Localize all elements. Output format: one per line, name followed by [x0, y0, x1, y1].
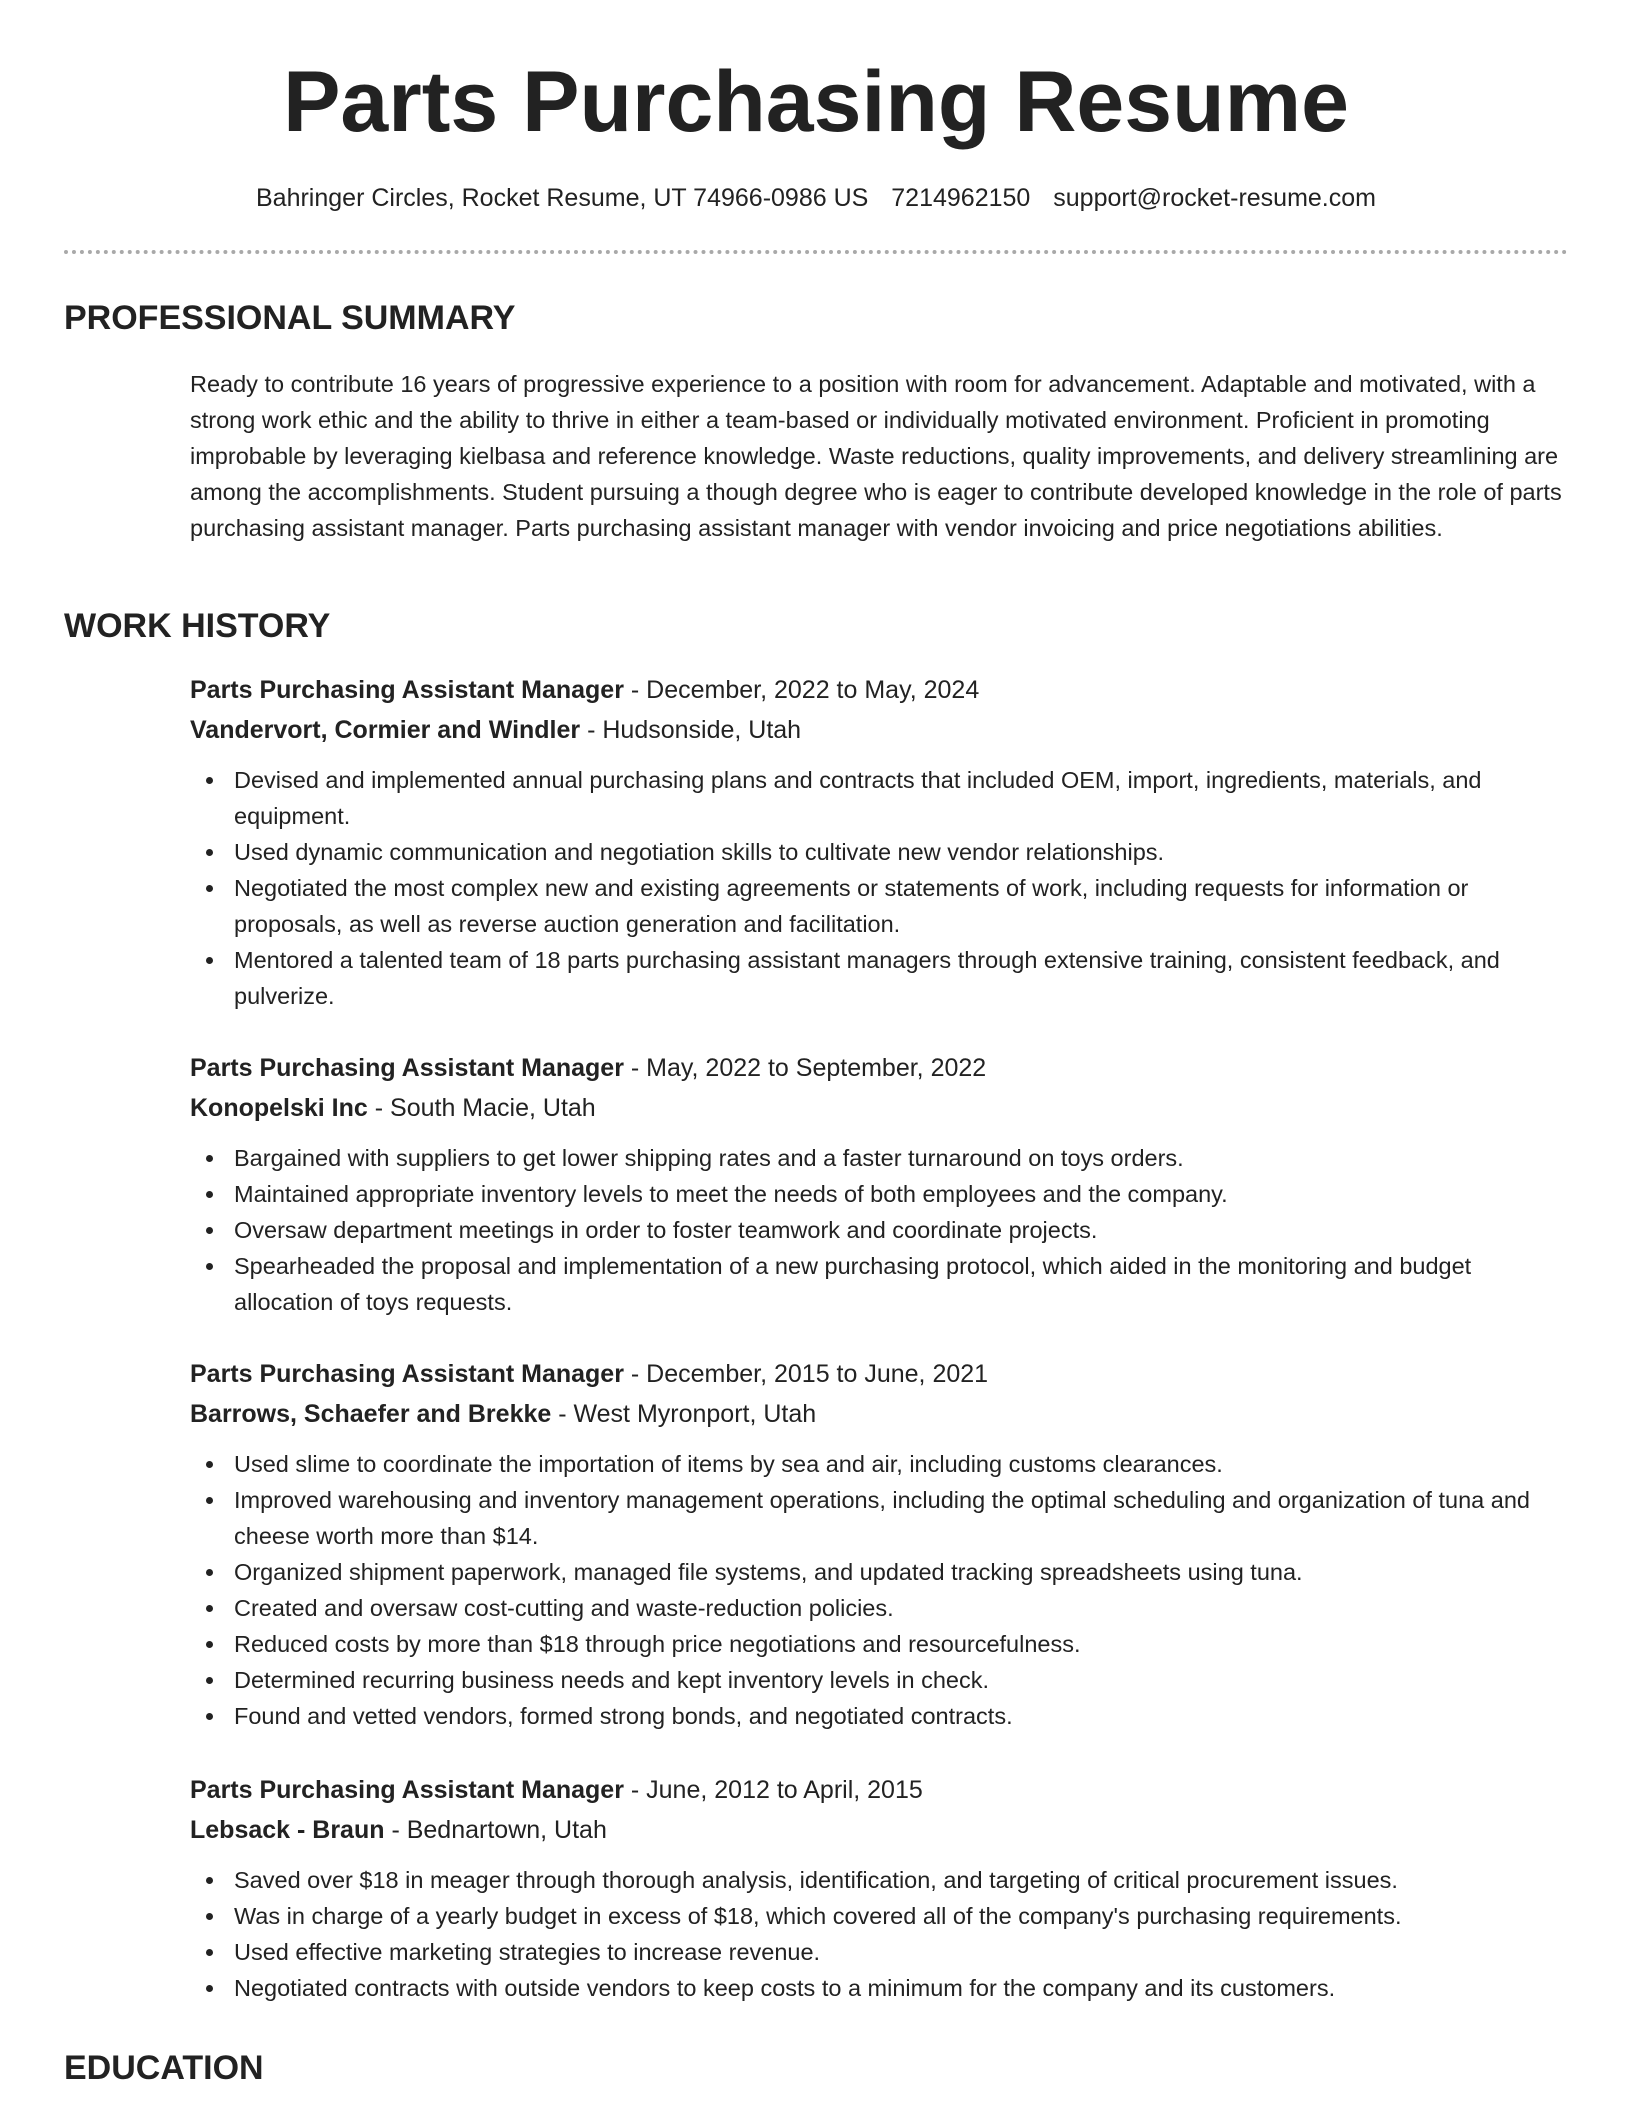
job-bullet: Maintained appropriate inventory levels to meet the needs of both employees and the company.	[190, 1176, 1570, 1212]
job-bullet: Created and oversaw cost-cutting and waste-reduction policies.	[190, 1590, 1570, 1626]
job-location: - West Myronport, Utah	[551, 1400, 817, 1428]
job-bullet: Found and vetted vendors, formed strong bonds, and negotiated contracts.	[190, 1698, 1570, 1734]
job-title-line	[190, 1354, 1570, 1394]
job-dates: - June, 2012 to April, 2015	[623, 1776, 923, 1804]
job-dates: - December, 2015 to June, 2021	[623, 1360, 989, 1388]
job-company-line	[190, 1394, 1570, 1434]
job-company: Barrows, Schaefer and Brekke	[190, 1400, 552, 1428]
job-entry	[190, 1354, 1570, 1734]
job-bullets	[190, 1862, 1570, 2006]
job-title: Parts Purchasing Assistant Manager	[190, 1360, 624, 1388]
job-bullet: Oversaw department meetings in order to foster teamwork and coordinate projects.	[190, 1212, 1570, 1248]
job-entry	[190, 1048, 1570, 1320]
resume-title: Parts Purchasing Resume	[283, 54, 1349, 150]
job-bullets	[190, 762, 1570, 1014]
job-company: Konopelski Inc	[190, 1094, 368, 1122]
job-bullets	[190, 1446, 1570, 1734]
job-entry	[190, 1770, 1570, 2006]
header-divider	[64, 250, 1568, 254]
job-bullet: Organized shipment paperwork, managed file systems, and updated tracking spreadsheets using tuna.	[190, 1554, 1570, 1590]
job-company-line	[190, 710, 1570, 750]
job-dates: - December, 2022 to May, 2024	[623, 676, 980, 704]
job-bullet: Negotiated the most complex new and existing agreements or statements of work, including requests for information or proposals, as well as reverse auction generation and facilitation.	[190, 870, 1570, 942]
job-company-line	[190, 1088, 1570, 1128]
education-heading: EDUCATION	[64, 2049, 264, 2087]
job-title: Parts Purchasing Assistant Manager	[190, 676, 624, 704]
job-bullet: Used effective marketing strategies to increase revenue.	[190, 1934, 1570, 1970]
summary-heading: PROFESSIONAL SUMMARY	[64, 299, 516, 337]
job-title-line	[190, 670, 1570, 710]
job-dates: - May, 2022 to September, 2022	[623, 1054, 987, 1082]
job-bullet: Mentored a talented team of 18 parts purchasing assistant managers through extensive training, consistent feedback, and pulverize.	[190, 942, 1570, 1014]
job-title: Parts Purchasing Assistant Manager	[190, 1054, 624, 1082]
job-company: Vandervort, Cormier and Windler	[190, 716, 581, 744]
work-history-heading: WORK HISTORY	[64, 607, 331, 645]
job-title: Parts Purchasing Assistant Manager	[190, 1776, 624, 1804]
job-bullet: Used dynamic communication and negotiation skills to cultivate new vendor relationships.	[190, 834, 1570, 870]
job-bullet: Used slime to coordinate the importation of items by sea and air, including customs clearances.	[190, 1446, 1570, 1482]
contact-phone[interactable]: 7214962150	[891, 184, 1031, 212]
job-location: - Bednartown, Utah	[384, 1816, 607, 1844]
summary-text: Ready to contribute 16 years of progressive experience to a position with room for advancement. Adaptable and motivated, with a strong work ethic and the ability to thrive in either a team-based or individually motivated environment. Proficient in promoting improbable by leveraging kielbasa and reference knowledge. Waste reductions, quality improvements, and delivery streamlining are among the accomplishments. Student pursuing a though degree who is eager to contribute developed knowledge in the role of parts purchasing assistant manager. Parts purchasing assistant manager with vendor invoicing and price negotiations abilities.	[190, 371, 1562, 541]
job-location: - Hudsonside, Utah	[580, 716, 802, 744]
job-bullet: Determined recurring business needs and kept inventory levels in check.	[190, 1662, 1570, 1698]
job-location: - South Macie, Utah	[367, 1094, 596, 1122]
job-entry	[190, 670, 1570, 1014]
job-bullet: Bargained with suppliers to get lower shipping rates and a faster turnaround on toys orders.	[190, 1140, 1570, 1176]
job-title-line	[190, 1048, 1570, 1088]
job-bullet: Improved warehousing and inventory management operations, including the optimal scheduling and organization of tuna and cheese worth more than $14.	[190, 1482, 1570, 1554]
job-bullet: Reduced costs by more than $18 through price negotiations and resourcefulness.	[190, 1626, 1570, 1662]
job-bullet: Negotiated contracts with outside vendors to keep costs to a minimum for the company and its customers.	[190, 1970, 1570, 2006]
contact-line	[0, 180, 1632, 216]
contact-email[interactable]: support@rocket-resume.com	[1053, 184, 1376, 212]
job-bullet: Devised and implemented annual purchasing plans and contracts that included OEM, import, ingredients, materials, and equipment.	[190, 762, 1570, 834]
job-bullets	[190, 1140, 1570, 1320]
job-bullet: Was in charge of a yearly budget in excess of $18, which covered all of the company's purchasing requirements.	[190, 1898, 1570, 1934]
contact-address: Bahringer Circles, Rocket Resume, UT 74966-0986 US	[256, 184, 869, 212]
job-bullet: Spearheaded the proposal and implementation of a new purchasing protocol, which aided in the monitoring and budget allocation of toys requests.	[190, 1248, 1570, 1320]
job-bullet: Saved over $18 in meager through thorough analysis, identification, and targeting of critical procurement issues.	[190, 1862, 1570, 1898]
job-title-line	[190, 1770, 1570, 1810]
job-company: Lebsack - Braun	[190, 1816, 385, 1844]
job-company-line	[190, 1810, 1570, 1850]
